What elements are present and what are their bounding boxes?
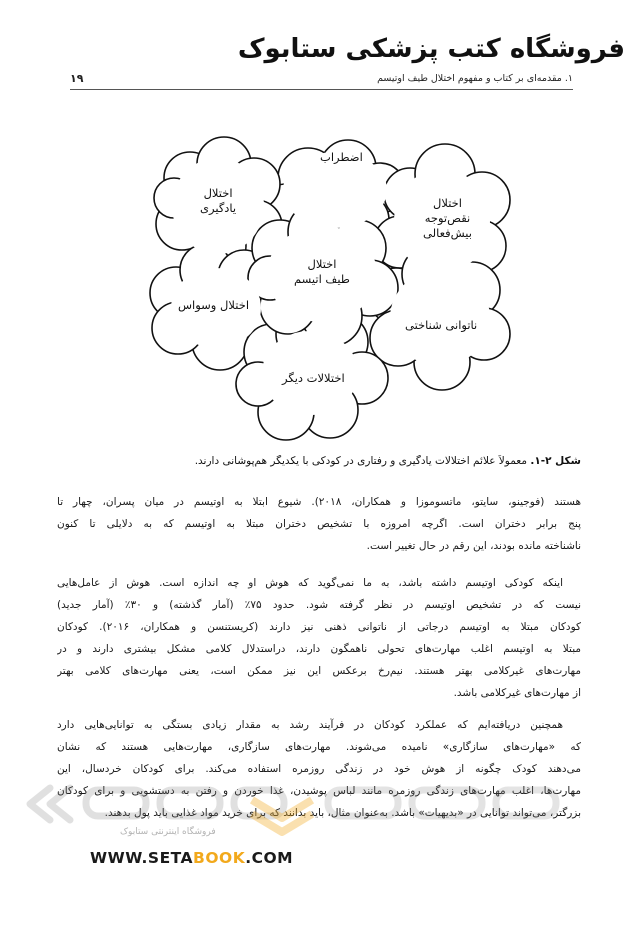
- label-cognitive-disability: ناتوانی شناختی: [405, 318, 478, 332]
- figure-caption: شکل ۲-۱. معمولاً علائم اختلالات یادگیری و رفتاری در کودکی با یکدیگر هم‌پوشانی دارند.: [194, 455, 581, 467]
- store-title: فروشگاه کتب پزشکی ستابوک: [237, 34, 625, 64]
- label-anxiety: اضطراب: [320, 150, 363, 164]
- label-autism-spectrum: اختلال طیف اتیسم: [294, 257, 350, 286]
- paragraph-1: هستند (فوجینو، سایتو، ماتسوموزا و همکاران، ۲۰۱۸). شیوع ابتلا به اوتیسم در میان پسران، چهار تا پنج برابر دختران است. اگرچه امروزه با تشخیص دختران مبتلا به اوتیسم که به دلایلی تا کنون ناشناخته مانده بودند، این رقم در حال تغییر است.: [57, 496, 581, 552]
- label-ocd: اختلال وسواس: [178, 298, 250, 312]
- paragraph-3: همچنین دریافته‌ایم که عملکرد کودکان در فرآیند رشد به مقدار زیادی بستگی به توانایی‌هایی دارد که «مهارت‌های سازگاری» نامیده می‌شوند. مهارت‌های سازگاری، مهارت‌هایی هستند که نشان می‌دهند کودک چگونه از هوش خود در زندگی روزمره استفاده می‌کند. برای کودکان خردسال، این مهارت‌ها، اغلب مهارت‌های زندگی روزمره مانند لباس پوشیدن، غذا خوردن و رفتن به دستشویی و برای کودکان بزرگتر، می‌تواند توانایی در «بدیهیات» باشد. به‌عنوان مثال، باید بدانند که برای خرید مواد غذایی باید پول بدهند.: [57, 719, 581, 819]
- label-other-disorders: اختلالات دیگر: [282, 371, 345, 385]
- label-adhd: اختلال نقص‌توجه بیش‌فعالی: [423, 196, 472, 240]
- chapter-title: ۱. مقدمه‌ای بر کتاب و مفهوم اختلال طیف اوتیسم: [377, 73, 573, 84]
- running-header: [70, 71, 573, 90]
- label-learning-disorder: اختلال یادگیری: [200, 186, 237, 215]
- website-url[interactable]: WWW.SETABOOK.COM: [90, 849, 294, 867]
- watermark-logo: [20, 780, 620, 840]
- watermark-caption: فروشگاه اینترنتی ستابوک: [120, 827, 216, 837]
- overlap-cloud-diagram: [140, 128, 520, 448]
- paragraph-2: اینکه کودکی اوتیسم داشته باشد، به ما نمی‌گوید که هوش او چه اندازه است. هوش از عامل‌هایی نیست که در تشخیص اوتیسم در نظر گرفته شود. حدود ۷۵٪ (آمار گذشته) و ۳۰٪ (آمار جدید) کودکان مبتلا به اوتیسم درجاتی از ناتوانی ذهنی نیز دارند (کریستنسن و همکاران، ۲۰۱۶). کودکان مبتلا به اوتیسم اغلب مهارت‌های تحولی ناهمگون دارند، دراستدلال کلامی مشکل بیشتری دارند و در مهارت‌های غیرکلامی بهتر هستند. نیم‌رخ برعکس این نیز ممکن است، یعنی مهارت‌های کلامی بهتر از مهارت‌های غیرکلامی باشد.: [57, 577, 581, 699]
- page-number: ۱۹: [70, 72, 84, 85]
